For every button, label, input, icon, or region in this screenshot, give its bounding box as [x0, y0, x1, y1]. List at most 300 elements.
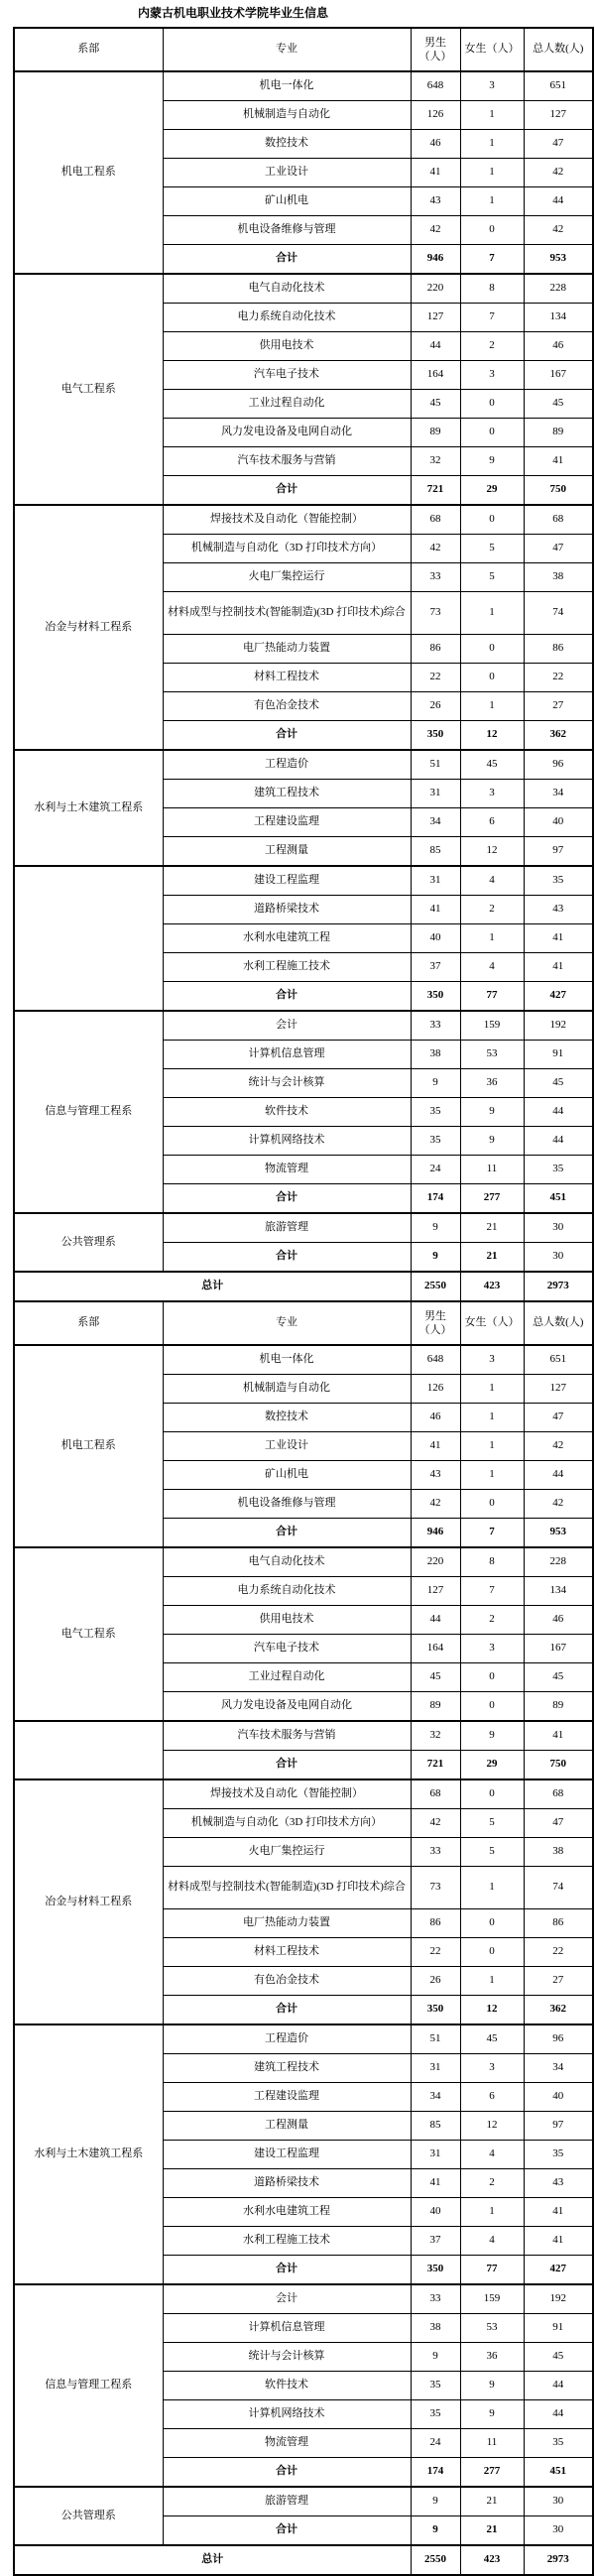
total-count-cell: 127	[524, 101, 593, 130]
major-row	[14, 505, 593, 535]
subtotal-label-cell: 合计	[163, 2458, 411, 2488]
total-count-cell: 22	[524, 664, 593, 692]
major-cell: 汽车技术服务与营销	[163, 1721, 411, 1751]
male-count-cell: 46	[411, 1404, 460, 1432]
female-count-cell: 1	[460, 1967, 524, 1996]
major-cell: 矿山机电	[163, 187, 411, 216]
major-cell: 计算机网络技术	[163, 2400, 411, 2429]
total-count-cell: 91	[524, 2314, 593, 2343]
major-row	[14, 2024, 593, 2054]
female-count-cell: 4	[460, 866, 524, 896]
department-cell	[14, 1721, 163, 1779]
male-count-cell: 9	[411, 1069, 460, 1098]
subtotal-total-cell: 427	[524, 982, 593, 1012]
male-count-cell: 43	[411, 1461, 460, 1490]
subtotal-label-cell: 合计	[163, 2516, 411, 2546]
total-count-cell: 167	[524, 1635, 593, 1663]
column-header-male	[411, 1301, 460, 1345]
male-count-cell: 648	[411, 1345, 460, 1375]
subtotal-label-cell: 合计	[163, 1184, 411, 1214]
subtotal-female-cell: 21	[460, 1243, 524, 1273]
total-count-cell: 68	[524, 505, 593, 535]
female-count-cell: 2	[460, 2169, 524, 2198]
major-cell: 软件技术	[163, 1098, 411, 1127]
female-count-cell: 3	[460, 780, 524, 808]
female-count-cell: 45	[460, 750, 524, 780]
total-count-cell: 44	[524, 1461, 593, 1490]
column-header-major: 专业	[163, 1301, 411, 1345]
female-count-cell: 3	[460, 1635, 524, 1663]
department-cell: 冶金与材料工程系	[14, 505, 163, 750]
female-count-cell: 8	[460, 274, 524, 304]
department-cell: 机电工程系	[14, 1345, 163, 1547]
major-cell: 机械制造与自动化	[163, 101, 411, 130]
department-cell: 电气工程系	[14, 1547, 163, 1721]
major-cell: 工程造价	[163, 750, 411, 780]
grand-total-row	[14, 1272, 593, 1301]
male-count-cell: 37	[411, 2227, 460, 2256]
grand-total-label-cell: 总计	[14, 1272, 411, 1301]
subtotal-male-cell: 350	[411, 2256, 460, 2285]
female-count-cell: 6	[460, 808, 524, 837]
major-cell: 软件技术	[163, 2372, 411, 2400]
female-count-cell: 7	[460, 304, 524, 332]
female-count-cell: 3	[460, 1345, 524, 1375]
subtotal-total-cell: 451	[524, 2458, 593, 2488]
major-cell: 机电设备维修与管理	[163, 1490, 411, 1519]
male-count-cell: 44	[411, 332, 460, 361]
male-count-cell: 24	[411, 1156, 460, 1184]
major-row	[14, 1779, 593, 1809]
female-count-cell: 6	[460, 2083, 524, 2112]
male-count-cell: 33	[411, 1011, 460, 1041]
female-count-cell: 21	[460, 1213, 524, 1243]
major-row	[14, 1547, 593, 1577]
female-count-cell: 21	[460, 2487, 524, 2516]
female-count-cell: 0	[460, 1490, 524, 1519]
header-row	[14, 28, 593, 71]
female-count-cell: 9	[460, 1098, 524, 1127]
male-count-cell: 45	[411, 390, 460, 419]
major-cell: 建筑工程技术	[163, 780, 411, 808]
male-count-cell: 648	[411, 71, 460, 101]
major-cell: 水利水电建筑工程	[163, 924, 411, 953]
male-count-cell: 164	[411, 361, 460, 390]
subtotal-female-cell: 29	[460, 476, 524, 506]
female-count-cell: 1	[460, 187, 524, 216]
female-count-cell: 1	[460, 1461, 524, 1490]
female-count-cell: 0	[460, 1663, 524, 1692]
major-cell: 风力发电设备及电网自动化	[163, 1692, 411, 1722]
subtotal-total-cell: 362	[524, 721, 593, 751]
major-cell: 水利工程施工技术	[163, 953, 411, 982]
subtotal-total-cell: 362	[524, 1996, 593, 2025]
grand-total-female-cell: 423	[460, 1272, 524, 1301]
female-count-cell: 1	[460, 1404, 524, 1432]
major-cell: 工程测量	[163, 837, 411, 867]
major-cell: 矿山机电	[163, 1461, 411, 1490]
subtotal-male-cell: 9	[411, 1243, 460, 1273]
subtotal-male-cell: 350	[411, 1996, 460, 2025]
female-count-cell: 12	[460, 837, 524, 867]
total-count-cell: 74	[524, 592, 593, 635]
female-count-cell: 1	[460, 1432, 524, 1461]
male-count-cell: 9	[411, 2343, 460, 2372]
subtotal-male-cell: 350	[411, 982, 460, 1012]
subtotal-total-cell: 30	[524, 2516, 593, 2546]
major-cell: 工程建设监理	[163, 808, 411, 837]
total-count-cell: 43	[524, 2169, 593, 2198]
major-cell: 供用电技术	[163, 1606, 411, 1635]
department-cell: 冶金与材料工程系	[14, 1779, 163, 2024]
total-count-cell: 42	[524, 1432, 593, 1461]
male-count-cell: 41	[411, 896, 460, 924]
major-cell: 风力发电设备及电网自动化	[163, 419, 411, 447]
subtotal-label-cell: 合计	[163, 1243, 411, 1273]
total-count-cell: 44	[524, 2372, 593, 2400]
major-cell: 焊接技术及自动化（智能控制）	[163, 505, 411, 535]
grand-total-label-cell: 总计	[14, 2545, 411, 2575]
major-cell: 会计	[163, 2284, 411, 2314]
page-title: 内蒙古机电职业技术学院毕业生信息	[137, 6, 328, 20]
department-cell: 机电工程系	[14, 71, 163, 274]
major-cell: 材料工程技术	[163, 664, 411, 692]
major-cell: 数控技术	[163, 1404, 411, 1432]
total-count-cell: 127	[524, 1375, 593, 1404]
female-count-cell: 9	[460, 2372, 524, 2400]
total-count-cell: 651	[524, 1345, 593, 1375]
department-cell	[14, 866, 163, 1011]
major-row	[14, 274, 593, 304]
female-count-cell: 0	[460, 1938, 524, 1967]
female-count-cell: 1	[460, 2198, 524, 2227]
total-count-cell: 35	[524, 866, 593, 896]
female-count-cell: 0	[460, 664, 524, 692]
total-count-cell: 167	[524, 361, 593, 390]
male-count-cell: 35	[411, 1127, 460, 1156]
male-count-cell: 45	[411, 1663, 460, 1692]
grand-total-male-cell: 2550	[411, 2545, 460, 2575]
male-count-cell: 40	[411, 924, 460, 953]
female-count-cell: 8	[460, 1547, 524, 1577]
male-count-cell: 38	[411, 1041, 460, 1069]
department-cell: 水利与土木建筑工程系	[14, 750, 163, 866]
major-cell: 道路桥梁技术	[163, 2169, 411, 2198]
major-cell: 火电厂集控运行	[163, 563, 411, 592]
column-header-male-line1: 男生	[424, 1310, 446, 1322]
male-count-cell: 126	[411, 101, 460, 130]
major-cell: 电力系统自动化技术	[163, 304, 411, 332]
male-count-cell: 9	[411, 1213, 460, 1243]
total-count-cell: 228	[524, 1547, 593, 1577]
column-header-male-line1: 男生	[424, 37, 446, 49]
total-count-cell: 134	[524, 1577, 593, 1606]
column-header-male	[411, 28, 460, 71]
major-cell: 道路桥梁技术	[163, 896, 411, 924]
female-count-cell: 3	[460, 2054, 524, 2083]
total-count-cell: 40	[524, 2083, 593, 2112]
male-count-cell: 220	[411, 1547, 460, 1577]
major-row	[14, 2284, 593, 2314]
total-count-cell: 41	[524, 924, 593, 953]
major-cell: 会计	[163, 1011, 411, 1041]
subtotal-total-cell: 953	[524, 1519, 593, 1548]
male-count-cell: 31	[411, 2141, 460, 2169]
female-count-cell: 3	[460, 71, 524, 101]
female-count-cell: 2	[460, 896, 524, 924]
female-count-cell: 1	[460, 159, 524, 187]
major-row	[14, 2487, 593, 2516]
subtotal-label-cell: 合计	[163, 1751, 411, 1780]
male-count-cell: 42	[411, 535, 460, 563]
female-count-cell: 36	[460, 1069, 524, 1098]
total-count-cell: 35	[524, 2429, 593, 2458]
total-count-cell: 134	[524, 304, 593, 332]
female-count-cell: 1	[460, 692, 524, 721]
female-count-cell: 9	[460, 2400, 524, 2429]
major-cell: 电厂热能动力装置	[163, 1909, 411, 1938]
header-row	[14, 1301, 593, 1345]
total-count-cell: 27	[524, 1967, 593, 1996]
major-cell: 旅游管理	[163, 1213, 411, 1243]
female-count-cell: 9	[460, 1127, 524, 1156]
major-row	[14, 71, 593, 101]
total-count-cell: 89	[524, 419, 593, 447]
major-cell: 建设工程监理	[163, 866, 411, 896]
male-count-cell: 24	[411, 2429, 460, 2458]
total-count-cell: 44	[524, 2400, 593, 2429]
total-count-cell: 42	[524, 1490, 593, 1519]
total-count-cell: 44	[524, 1098, 593, 1127]
major-row	[14, 750, 593, 780]
total-count-cell: 41	[524, 2198, 593, 2227]
major-cell: 材料成型与控制技术(智能制造)(3D 打印技术)综合	[163, 592, 411, 635]
subtotal-female-cell: 12	[460, 721, 524, 751]
female-count-cell: 5	[460, 535, 524, 563]
major-row	[14, 1721, 593, 1751]
major-cell: 水利水电建筑工程	[163, 2198, 411, 2227]
major-cell: 旅游管理	[163, 2487, 411, 2516]
subtotal-female-cell: 77	[460, 982, 524, 1012]
female-count-cell: 2	[460, 1606, 524, 1635]
graduates-table-body	[14, 28, 593, 2575]
female-count-cell: 2	[460, 332, 524, 361]
major-cell: 水利工程施工技术	[163, 2227, 411, 2256]
male-count-cell: 164	[411, 1635, 460, 1663]
female-count-cell: 11	[460, 2429, 524, 2458]
subtotal-female-cell: 21	[460, 2516, 524, 2546]
major-cell: 电气自动化技术	[163, 274, 411, 304]
subtotal-female-cell: 29	[460, 1751, 524, 1780]
total-count-cell: 42	[524, 159, 593, 187]
male-count-cell: 22	[411, 664, 460, 692]
total-count-cell: 38	[524, 1838, 593, 1867]
total-count-cell: 34	[524, 780, 593, 808]
female-count-cell: 7	[460, 1577, 524, 1606]
male-count-cell: 35	[411, 2400, 460, 2429]
female-count-cell: 36	[460, 2343, 524, 2372]
female-count-cell: 53	[460, 1041, 524, 1069]
department-cell: 公共管理系	[14, 2487, 163, 2545]
female-count-cell: 1	[460, 130, 524, 159]
female-count-cell: 5	[460, 563, 524, 592]
total-count-cell: 34	[524, 2054, 593, 2083]
document-page	[0, 5, 595, 2576]
total-count-cell: 44	[524, 1127, 593, 1156]
total-count-cell: 44	[524, 187, 593, 216]
subtotal-label-cell: 合计	[163, 721, 411, 751]
total-count-cell: 86	[524, 635, 593, 664]
female-count-cell: 159	[460, 2284, 524, 2314]
total-count-cell: 35	[524, 1156, 593, 1184]
male-count-cell: 43	[411, 187, 460, 216]
total-count-cell: 97	[524, 837, 593, 867]
male-count-cell: 85	[411, 2112, 460, 2141]
subtotal-total-cell: 30	[524, 1243, 593, 1273]
grand-total-row	[14, 2545, 593, 2575]
total-count-cell: 47	[524, 535, 593, 563]
male-count-cell: 68	[411, 1779, 460, 1809]
major-cell: 机械制造与自动化（3D 打印技术方向）	[163, 535, 411, 563]
major-cell: 工程建设监理	[163, 2083, 411, 2112]
total-count-cell: 35	[524, 2141, 593, 2169]
female-count-cell: 0	[460, 505, 524, 535]
female-count-cell: 12	[460, 2112, 524, 2141]
subtotal-label-cell: 合计	[163, 982, 411, 1012]
major-cell: 电气自动化技术	[163, 1547, 411, 1577]
male-count-cell: 42	[411, 1490, 460, 1519]
department-cell: 公共管理系	[14, 1213, 163, 1272]
major-cell: 汽车电子技术	[163, 1635, 411, 1663]
subtotal-male-cell: 946	[411, 1519, 460, 1548]
subtotal-female-cell: 277	[460, 2458, 524, 2488]
subtotal-female-cell: 77	[460, 2256, 524, 2285]
male-count-cell: 22	[411, 1938, 460, 1967]
total-count-cell: 30	[524, 1213, 593, 1243]
female-count-cell: 1	[460, 592, 524, 635]
subtotal-label-cell: 合计	[163, 245, 411, 275]
column-header-male-line2: （人）	[418, 1324, 452, 1336]
major-cell: 电厂热能动力装置	[163, 635, 411, 664]
female-count-cell: 4	[460, 2141, 524, 2169]
male-count-cell: 41	[411, 159, 460, 187]
column-header-dept: 系部	[14, 28, 163, 71]
department-cell: 信息与管理工程系	[14, 1011, 163, 1213]
total-count-cell: 46	[524, 1606, 593, 1635]
subtotal-male-cell: 350	[411, 721, 460, 751]
major-row	[14, 1345, 593, 1375]
male-count-cell: 73	[411, 592, 460, 635]
total-count-cell: 41	[524, 1721, 593, 1751]
male-count-cell: 40	[411, 2198, 460, 2227]
female-count-cell: 45	[460, 2024, 524, 2054]
male-count-cell: 42	[411, 1809, 460, 1838]
major-cell: 机电设备维修与管理	[163, 216, 411, 245]
major-cell: 计算机信息管理	[163, 1041, 411, 1069]
subtotal-male-cell: 721	[411, 1751, 460, 1780]
female-count-cell: 3	[460, 361, 524, 390]
total-count-cell: 46	[524, 332, 593, 361]
major-row	[14, 1011, 593, 1041]
total-count-cell: 41	[524, 2227, 593, 2256]
column-header-total: 总人数(人)	[524, 28, 593, 71]
subtotal-female-cell: 7	[460, 245, 524, 275]
column-header-female: 女生（人）	[460, 28, 524, 71]
major-cell: 计算机网络技术	[163, 1127, 411, 1156]
column-header-dept: 系部	[14, 1301, 163, 1345]
column-header-male-line2: （人）	[418, 51, 452, 62]
subtotal-female-cell: 7	[460, 1519, 524, 1548]
department-cell: 信息与管理工程系	[14, 2284, 163, 2487]
female-count-cell: 4	[460, 2227, 524, 2256]
major-cell: 建筑工程技术	[163, 2054, 411, 2083]
major-cell: 电力系统自动化技术	[163, 1577, 411, 1606]
male-count-cell: 44	[411, 1606, 460, 1635]
subtotal-male-cell: 174	[411, 1184, 460, 1214]
total-count-cell: 47	[524, 130, 593, 159]
major-cell: 建设工程监理	[163, 2141, 411, 2169]
major-cell: 计算机信息管理	[163, 2314, 411, 2343]
major-cell: 工业过程自动化	[163, 390, 411, 419]
male-count-cell: 51	[411, 2024, 460, 2054]
grand-total-female-cell: 423	[460, 2545, 524, 2575]
male-count-cell: 35	[411, 2372, 460, 2400]
total-count-cell: 22	[524, 1938, 593, 1967]
total-count-cell: 192	[524, 1011, 593, 1041]
female-count-cell: 9	[460, 447, 524, 476]
subtotal-male-cell: 721	[411, 476, 460, 506]
total-count-cell: 41	[524, 953, 593, 982]
major-cell: 统计与会计核算	[163, 1069, 411, 1098]
subtotal-total-cell: 750	[524, 1751, 593, 1780]
subtotal-male-cell: 9	[411, 2516, 460, 2546]
male-count-cell: 89	[411, 419, 460, 447]
female-count-cell: 0	[460, 216, 524, 245]
major-cell: 机械制造与自动化	[163, 1375, 411, 1404]
major-cell: 物流管理	[163, 2429, 411, 2458]
subtotal-male-cell: 946	[411, 245, 460, 275]
male-count-cell: 33	[411, 563, 460, 592]
total-count-cell: 651	[524, 71, 593, 101]
major-cell: 机械制造与自动化（3D 打印技术方向）	[163, 1809, 411, 1838]
major-cell: 供用电技术	[163, 332, 411, 361]
female-count-cell: 159	[460, 1011, 524, 1041]
male-count-cell: 32	[411, 1721, 460, 1751]
total-count-cell: 68	[524, 1779, 593, 1809]
male-count-cell: 38	[411, 2314, 460, 2343]
subtotal-total-cell: 750	[524, 476, 593, 506]
female-count-cell: 11	[460, 1156, 524, 1184]
major-cell: 机电一体化	[163, 71, 411, 101]
female-count-cell: 1	[460, 101, 524, 130]
male-count-cell: 41	[411, 1432, 460, 1461]
male-count-cell: 68	[411, 505, 460, 535]
major-cell: 工程测量	[163, 2112, 411, 2141]
female-count-cell: 0	[460, 1779, 524, 1809]
major-cell: 汽车技术服务与营销	[163, 447, 411, 476]
total-count-cell: 91	[524, 1041, 593, 1069]
male-count-cell: 33	[411, 2284, 460, 2314]
total-count-cell: 74	[524, 1867, 593, 1909]
total-count-cell: 43	[524, 896, 593, 924]
male-count-cell: 85	[411, 837, 460, 867]
subtotal-label-cell: 合计	[163, 1996, 411, 2025]
male-count-cell: 33	[411, 1838, 460, 1867]
total-count-cell: 96	[524, 750, 593, 780]
male-count-cell: 89	[411, 1692, 460, 1722]
female-count-cell: 53	[460, 2314, 524, 2343]
major-cell: 焊接技术及自动化（智能控制）	[163, 1779, 411, 1809]
